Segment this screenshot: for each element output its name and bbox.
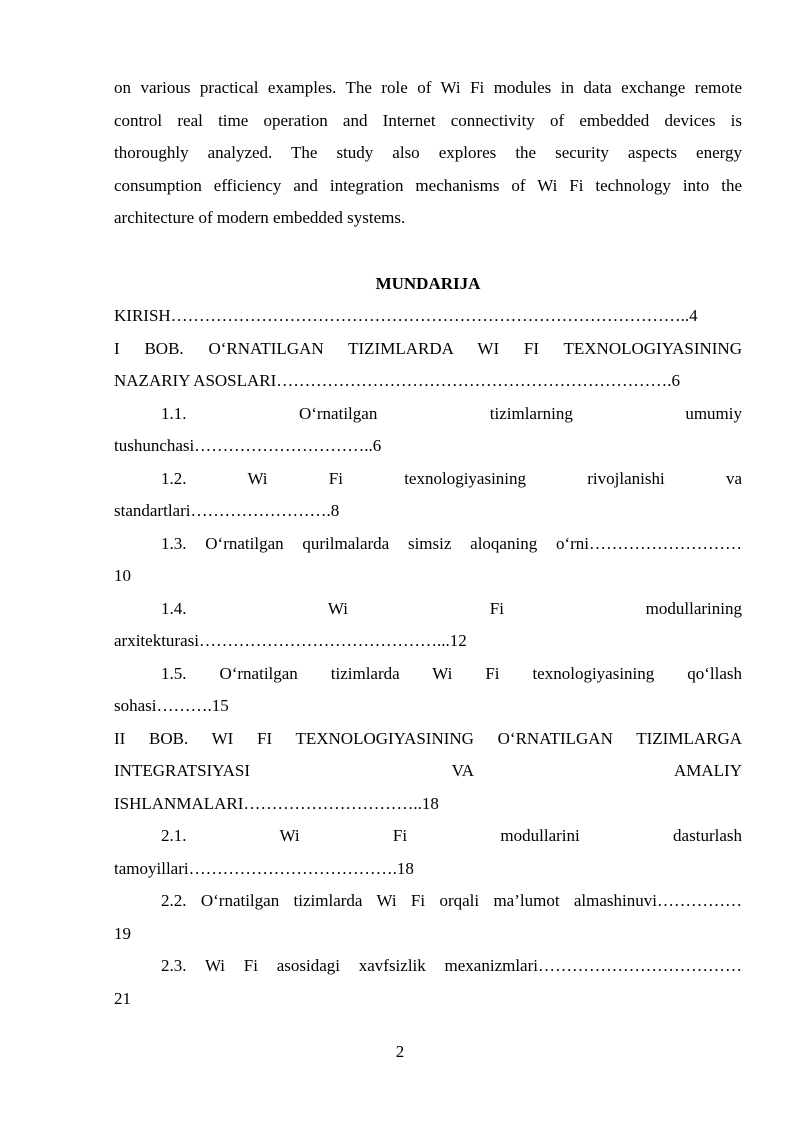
toc-entry-1-2-cont[interactable]: standartlari…………………….8: [114, 501, 340, 520]
toc-entry-1-4[interactable]: 1.4. Wi Fi modullarining: [161, 598, 742, 618]
toc-entry-1-5-cont[interactable]: sohasi……….15: [114, 696, 229, 715]
abstract-line: architecture of modern embedded systems.: [114, 208, 406, 227]
toc-title: MUNDARIJA: [375, 273, 481, 293]
document-page: [114, 72, 742, 1015]
toc-entry-1-4-cont[interactable]: arxitekturasi……………………………………...12: [114, 631, 467, 650]
table-of-contents: [114, 300, 742, 1015]
toc-entry-chapter-1-cont[interactable]: NAZARIY ASOSLARI…………………………………………………………….6: [114, 371, 681, 390]
toc-entry-1-1-cont[interactable]: tushunchasi…………………………..6: [114, 436, 382, 455]
toc-entry-1-2[interactable]: 1.2. Wi Fi texnologiyasining rivojlanishi va: [161, 468, 742, 488]
abstract-line: control real time operation and Internet connectivity of embedded devices is: [114, 110, 742, 130]
abstract-line: thoroughly analyzed. The study also explores the security aspects energy: [114, 143, 742, 162]
toc-entry-2-1-cont[interactable]: tamoyillari……………………………….18: [114, 858, 414, 878]
toc-entry-kirish[interactable]: KIRISH………………………………………………………………………………..4: [114, 306, 698, 325]
abstract-line: consumption efficiency and integration mechanisms of Wi Fi technology into the: [114, 175, 742, 195]
toc-entry-2-2[interactable]: 2.2. O‘rnatilgan tizimlarda Wi Fi orqali ma’lumot almashinuvi……………: [161, 891, 742, 910]
toc-entry-chapter-2-cont[interactable]: INTEGRATSIYASI VA AMALIY: [114, 761, 742, 780]
toc-entry-2-2-cont[interactable]: 19: [114, 923, 131, 943]
toc-entry-1-5[interactable]: 1.5. O‘rnatilgan tizimlarda Wi Fi texnologiyasining qo‘llash: [161, 663, 742, 683]
toc-entry-2-3-cont[interactable]: 21: [114, 988, 131, 1008]
toc-entry-2-1[interactable]: 2.1. Wi Fi modullarini dasturlash: [161, 826, 742, 845]
abstract-line: on various practical examples. The role of Wi Fi modules in data exchange remote: [114, 78, 742, 97]
toc-entry-2-3[interactable]: 2.3. Wi Fi asosidagi xavfsizlik mexanizmlari………………………………: [161, 956, 742, 975]
page-number: 2: [395, 1042, 405, 1061]
toc-entry-chapter-2[interactable]: II BOB. WI FI TEXNOLOGIYASINING O‘RNATILGAN TIZIMLARGA: [114, 728, 742, 748]
abstract-paragraph: [114, 72, 742, 235]
toc-entry-chapter-1[interactable]: I BOB. O‘RNATILGAN TIZIMLARDA WI FI TEXNOLOGIYASINING: [114, 338, 742, 358]
toc-entry-chapter-2-end[interactable]: ISHLANMALARI…………………………..18: [114, 793, 439, 813]
toc-entry-1-3[interactable]: 1.3. O‘rnatilgan qurilmalarda simsiz aloqaning o‘rni………………………: [161, 533, 742, 553]
toc-entry-1-3-cont[interactable]: 10: [114, 566, 131, 585]
toc-entry-1-1[interactable]: 1.1. O‘rnatilgan tizimlarning umumiy: [161, 403, 742, 423]
